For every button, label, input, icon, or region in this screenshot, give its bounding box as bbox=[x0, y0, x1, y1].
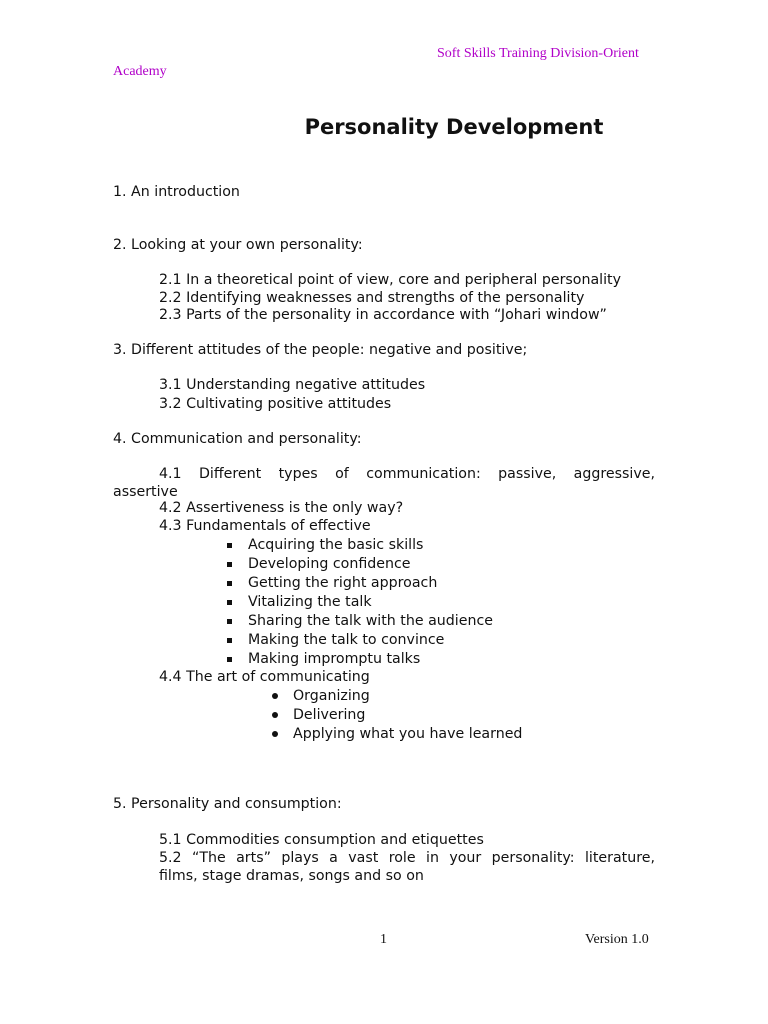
bullet-text: Making the talk to convince bbox=[248, 632, 445, 648]
bullet-text: Getting the right approach bbox=[248, 575, 438, 591]
header-line-1: Soft Skills Training Division-Orient bbox=[437, 46, 639, 61]
item-4-1-line-2: assertive bbox=[113, 484, 178, 500]
section-1: 1. An introduction bbox=[113, 184, 240, 200]
list-item bbox=[225, 555, 411, 573]
section-4-item-4-3: 4.3 Fundamentals of effective bbox=[159, 518, 371, 534]
section-5-item-5-1: 5.1 Commodities consumption and etiquettes bbox=[159, 832, 484, 848]
section-5-heading: 5. Personality and consumption: bbox=[113, 796, 342, 812]
section-2-item: 2.2 Identifying weaknesses and strengths of the personality bbox=[159, 290, 585, 306]
item-4-1-line-1: 4.1 Different types of communication: passive, aggressive, bbox=[159, 466, 655, 482]
header-line-2: Academy bbox=[113, 64, 167, 79]
section-4-item-4-2: 4.2 Assertiveness is the only way? bbox=[159, 500, 404, 516]
bullet-text: Organizing bbox=[293, 688, 370, 704]
section-5-item-5-2 bbox=[159, 849, 655, 885]
section-4-item-4-4: 4.4 The art of communicating bbox=[159, 669, 370, 685]
section-4-item-4-1 bbox=[113, 465, 655, 501]
list-item bbox=[225, 650, 420, 668]
list-item bbox=[225, 593, 372, 611]
section-3-item: 3.1 Understanding negative attitudes bbox=[159, 377, 426, 393]
list-item bbox=[225, 574, 437, 592]
bullet-text: Vitalizing the talk bbox=[248, 594, 372, 610]
bullet-text: Delivering bbox=[293, 707, 366, 723]
item-5-2-line-2: films, stage dramas, songs and so on bbox=[159, 868, 424, 884]
section-2-heading: 2. Looking at your own personality: bbox=[113, 237, 363, 253]
list-item bbox=[270, 687, 370, 705]
section-2-item: 2.1 In a theoretical point of view, core and peripheral personality bbox=[159, 272, 622, 288]
bullet-text: Making impromptu talks bbox=[248, 651, 421, 667]
bullet-text: Developing confidence bbox=[248, 556, 411, 572]
list-item bbox=[270, 725, 522, 743]
page-number: 1 bbox=[380, 932, 387, 947]
bullet-text: Acquiring the basic skills bbox=[248, 537, 424, 553]
list-item bbox=[225, 631, 444, 649]
bullet-text: Sharing the talk with the audience bbox=[248, 613, 493, 629]
section-3-item: 3.2 Cultivating positive attitudes bbox=[159, 396, 392, 412]
version-label: Version 1.0 bbox=[585, 932, 649, 947]
section-3-heading: 3. Different attitudes of the people: negative and positive; bbox=[113, 342, 528, 358]
bullet-text: Applying what you have learned bbox=[293, 726, 523, 742]
list-item bbox=[225, 536, 423, 554]
item-5-2-line-1: 5.2 “The arts” plays a vast role in your personality: literature, bbox=[159, 850, 655, 866]
list-item bbox=[225, 612, 493, 630]
section-4-heading: 4. Communication and personality: bbox=[113, 431, 362, 447]
page-title: Personality Development bbox=[304, 115, 604, 139]
section-2-item: 2.3 Parts of the personality in accordance with “Johari window” bbox=[159, 307, 607, 323]
list-item bbox=[270, 706, 365, 724]
